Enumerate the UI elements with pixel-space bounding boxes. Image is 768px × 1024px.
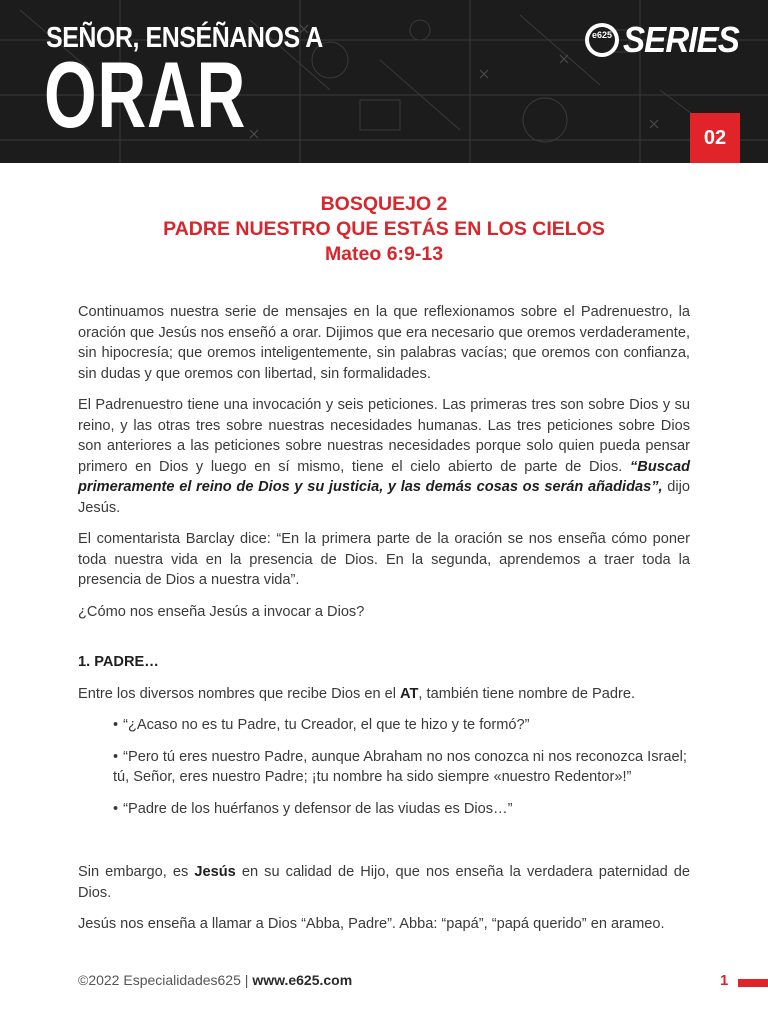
copyright-text: ©2022 Especialidades625 xyxy=(78,972,241,988)
abba-paragraph: Jesús nos enseña a llamar a Dios “Abba, Padre”. Abba: “papá”, “papá querido” en arameo. xyxy=(78,916,665,932)
jesus-text-end: en su calidad de Hijo, que nos enseña la verdadera paternidad de Dios. xyxy=(78,864,691,901)
jesus-bold: Jesús xyxy=(194,864,236,880)
series-wordmark: SERIES xyxy=(623,19,739,60)
scripture-quote: “Buscad primeramente el reino de Dios y su justicia, y las demás cosas os serán añadidas”, xyxy=(78,458,690,495)
page-number: 1 xyxy=(720,972,729,989)
outline-heading xyxy=(0,192,768,267)
intro-paragraph: Continuamos nuestra serie de mensajes en la que reflexionamos sobre el Padrenuestro, la oración que Jesús nos enseñó a orar. Dijimos que era necesario que oremos verdaderamente, sin hipocresía; que oremos inteligentemente, sin palabras vacías; que oremos con confianza, sin dudas y que oremos con libertad, sin formalidades. xyxy=(78,304,690,382)
section-intro-text-end: , también tiene nombre de Padre. xyxy=(418,685,636,702)
page-footer xyxy=(78,972,352,988)
scripture-reference: Mateo 6:9-13 xyxy=(324,243,444,265)
website-link[interactable]: www.e625.com xyxy=(252,972,353,988)
petitions-text: El Padrenuestro tiene una invocación y seis peticiones. Las primeras tres son sobre Dios y su reino, y las otras tres sobre nuestras necesidades humanas. Las tres peticiones sobre Dios son anteriores a las peticiones sobre nuestras necesidades porque solo quien pueda pensar primero en Dios y luego en sí mismo, tiene el cielo abierto de parte de Dios. xyxy=(78,397,690,475)
petitions-paragraph xyxy=(78,395,690,518)
e625-logo-icon xyxy=(585,23,619,57)
petitions-attribution: dijo Jesús. xyxy=(78,479,691,516)
section-heading-padre: 1. PADRE… xyxy=(78,654,159,670)
section-intro-paragraph xyxy=(78,684,690,705)
spacer xyxy=(78,830,690,862)
scripture-bullet-list xyxy=(78,715,690,819)
series-title: ORAR xyxy=(44,42,247,147)
barclay-paragraph: El comentarista Barclay dice: “En la primera parte de la oración se nos enseña cómo poner toda nuestra vida en la presencia de Dios. En la segunda, aprendemos a traer toda la presencia de Dios a nuestra vida”. xyxy=(78,531,690,588)
episode-number-badge: 02 xyxy=(690,113,740,163)
jesus-text: Sin embargo, es xyxy=(78,864,195,880)
bullet-item: • “Padre de los huérfanos y defensor de las viudas es Dios…” xyxy=(113,799,690,820)
jesus-paragraph xyxy=(78,862,690,903)
outline-title: PADRE NUESTRO QUE ESTÁS EN LOS CIELOS xyxy=(163,218,605,240)
e625-series-logo xyxy=(585,20,749,60)
e625-logo-text: e625 xyxy=(589,27,615,53)
page-accent-bar xyxy=(738,979,768,987)
footer-separator: | xyxy=(240,972,253,988)
series-header-banner xyxy=(0,0,768,163)
bullet-item: • “Pero tú eres nuestro Padre, aunque Abraham no nos conozca ni nos reconozca Israel; tú, Señor, eres nuestro Padre; ¡tu nombre ha sido siempre «nuestro Redentor»!” xyxy=(113,747,690,788)
series-kicker-text: SEÑOR, ENSÉÑANOS A xyxy=(46,22,323,54)
outline-number: BOSQUEJO 2 xyxy=(320,193,448,215)
bullet-item: • “¿Acaso no es tu Padre, tu Creador, el que te hizo y te formó?” xyxy=(113,715,690,736)
section-intro-text: Entre los diversos nombres que recibe Dios en el xyxy=(78,685,401,702)
question-paragraph: ¿Cómo nos enseña Jesús a invocar a Dios? xyxy=(78,603,365,620)
document-body xyxy=(78,302,690,946)
section-intro-bold: AT xyxy=(400,685,419,702)
